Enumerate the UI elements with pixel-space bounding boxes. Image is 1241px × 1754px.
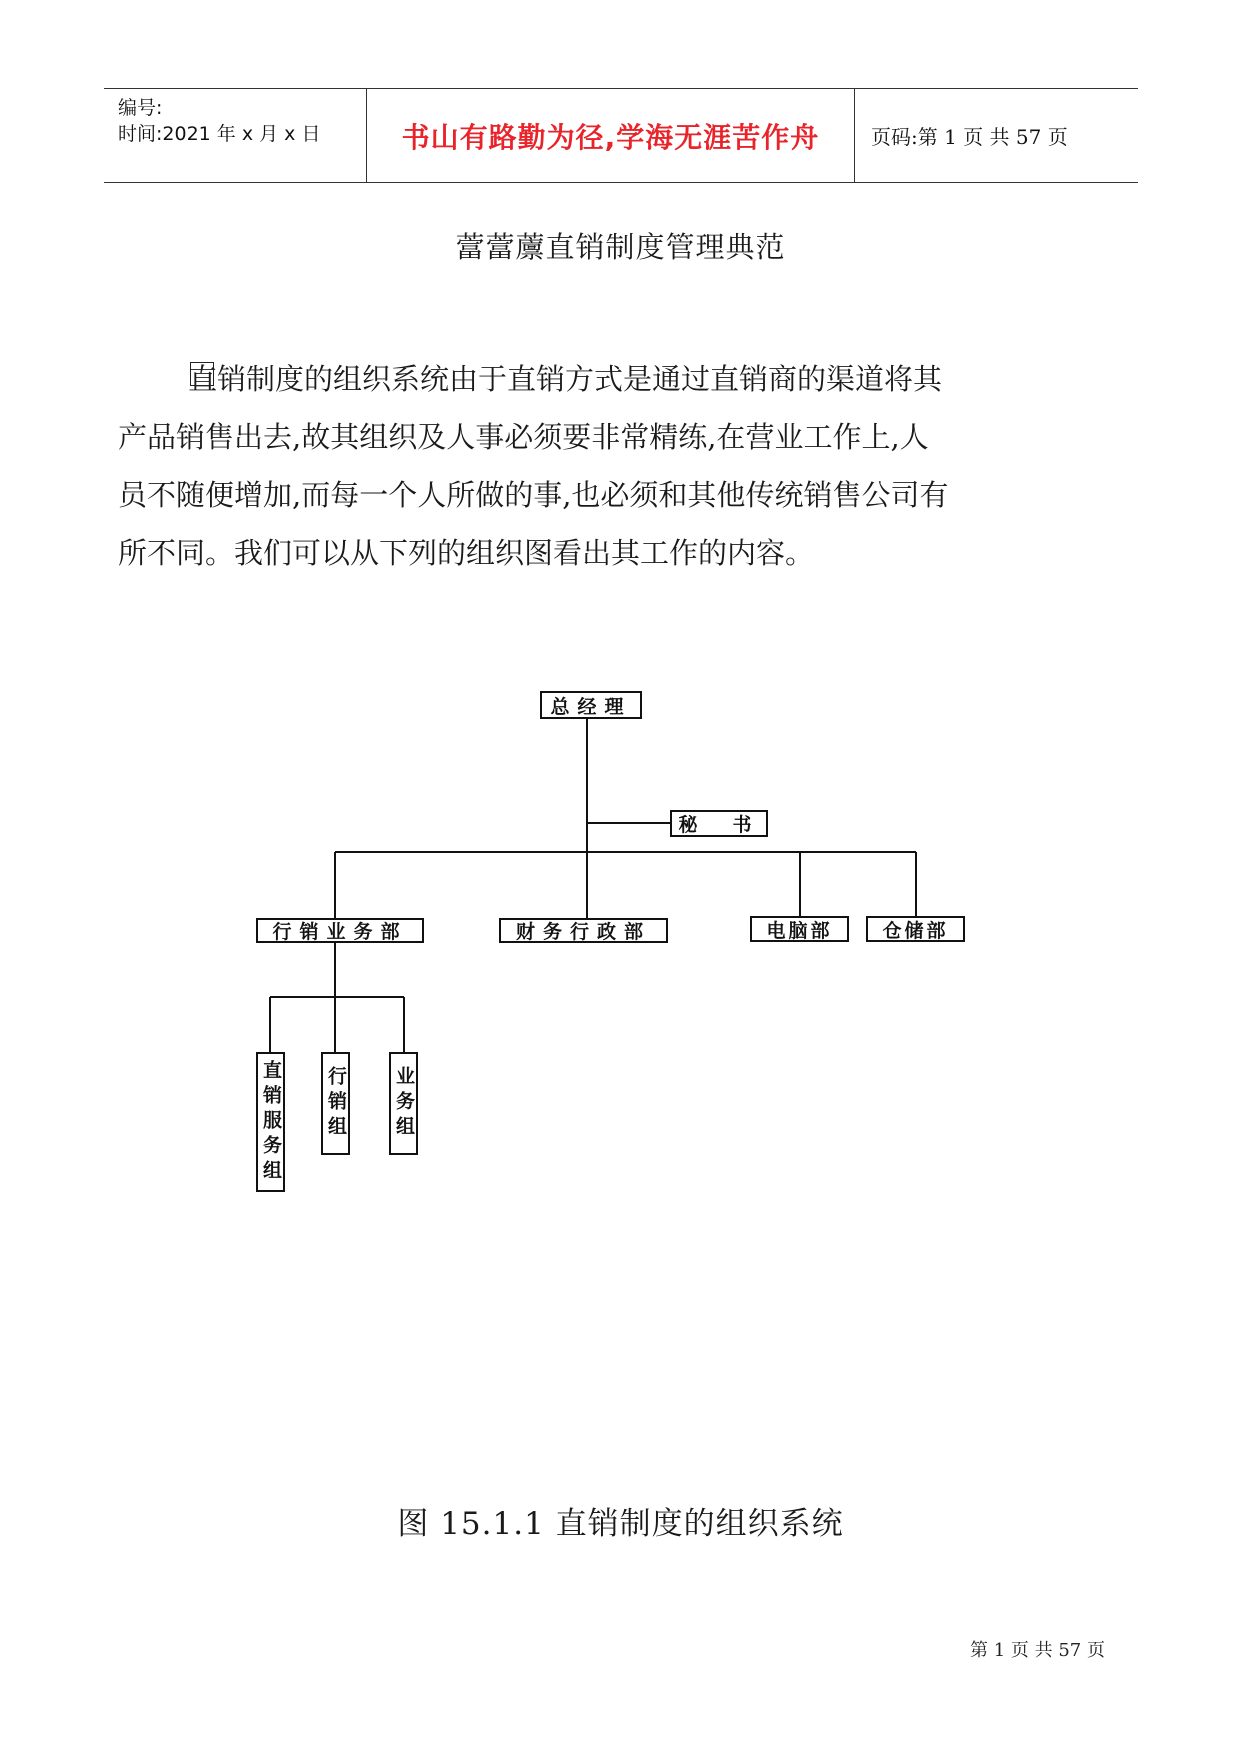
header-motto: 书山有路勤为径,学海无涯苦作舟	[401, 120, 820, 154]
org-node-department: 财务行政部	[499, 918, 668, 943]
org-node-department: 仓储部	[866, 916, 965, 942]
org-node-department: 电脑部	[750, 916, 849, 942]
page-footer: 第 1 页 共 57 页	[970, 1640, 1105, 1661]
document-number-label: 编号:	[118, 97, 163, 119]
paragraph-line: 员不随便增加,而每一个人所做的事,也必须和其他传统销售公司有	[118, 478, 949, 512]
checkbox-icon	[190, 362, 214, 386]
paragraph-line	[118, 350, 1126, 408]
org-node-subgroup: 直销服务组	[256, 1052, 285, 1192]
org-node-subgroup: 业务组	[389, 1052, 418, 1155]
header-meta-cell	[104, 89, 366, 182]
figure-caption: 图 15.1.1 直销制度的组织系统	[397, 1506, 844, 1542]
header-page-info: 页码:第 1 页 共 57 页	[871, 125, 1068, 149]
org-node-department: 行销业务部	[256, 918, 424, 943]
org-node-general-manager: 总经理	[540, 691, 642, 719]
intro-paragraph	[118, 350, 1126, 582]
document-date-label: 时间:2021 年 x 月 x 日	[118, 123, 321, 145]
document-title: 䔰䔰䕲直销制度管理典范	[455, 230, 786, 264]
org-node-subgroup: 行销组	[321, 1052, 350, 1155]
header-page-cell	[855, 89, 1138, 182]
org-node-secretary: 秘 书	[670, 810, 768, 837]
paragraph-line: 所不同。我们可以从下列的组织图看出其工作的内容。	[118, 536, 815, 570]
paragraph-line: 产品销售出去,故其组织及人事必须要非常精练,在营业工作上,人	[118, 420, 929, 454]
page-header	[104, 88, 1138, 183]
header-motto-cell	[366, 89, 855, 182]
paragraph-line-text: 直销制度的组织系统由于直销方式是通过直销商的渠道将其	[188, 362, 943, 396]
